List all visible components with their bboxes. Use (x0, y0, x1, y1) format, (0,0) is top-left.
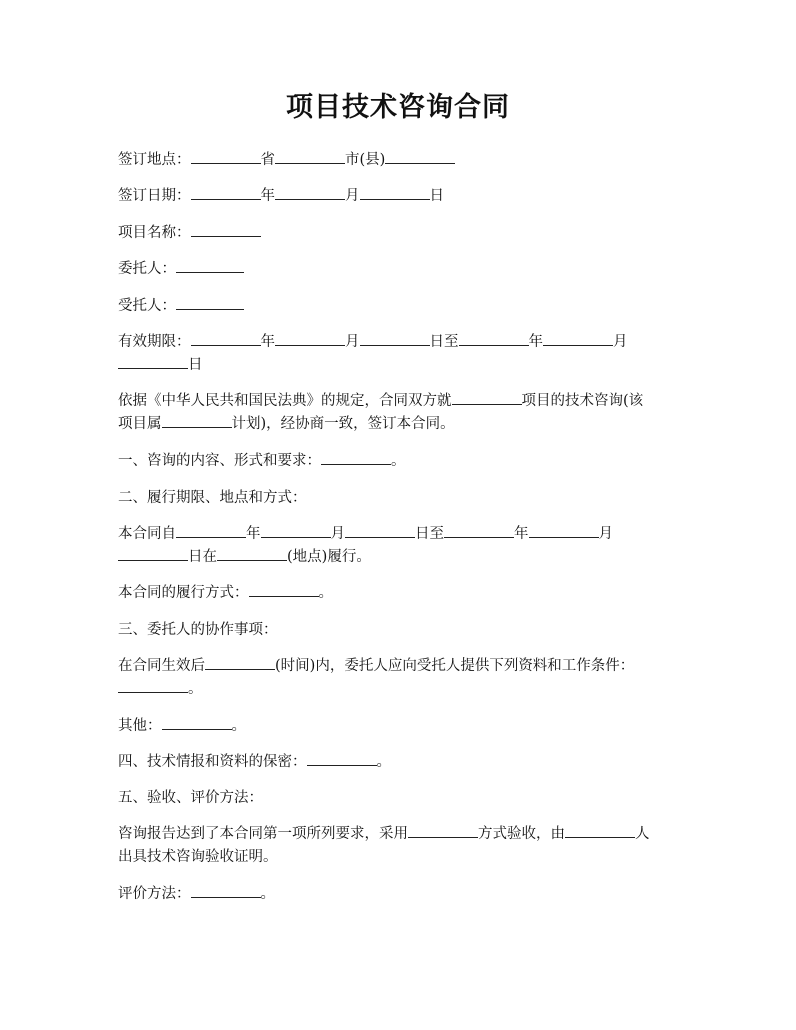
label-signing-date: 签订日期： (118, 188, 191, 204)
project-name-line (118, 221, 683, 245)
label-month: 月 (613, 334, 628, 350)
section-5-heading (118, 786, 683, 810)
blank-field (275, 149, 345, 164)
blank-field (385, 149, 455, 164)
blank-field (176, 523, 246, 538)
section-2-heading (118, 486, 683, 510)
blank-field (176, 295, 244, 310)
evaluation-method-line (118, 882, 683, 906)
performance-method-line (118, 581, 683, 605)
blank-field (321, 450, 391, 465)
acceptance-line-2 (118, 845, 683, 869)
blank-field (191, 222, 261, 237)
label-project-name: 项目名称： (118, 225, 191, 241)
blank-field (191, 149, 261, 164)
label-day: 日 (429, 188, 444, 204)
punctuation: 。 (231, 718, 246, 734)
validity-period-line (118, 330, 683, 354)
label-year: 年 (260, 188, 275, 204)
body-text: 方式验收，由 (478, 826, 565, 842)
punctuation: 。 (188, 681, 203, 697)
label-signing-place: 签订地点： (118, 152, 191, 168)
blank-field (118, 354, 188, 369)
basis-paragraph-line-2 (118, 412, 683, 436)
basis-text: 计划)，经协商一致，签订本合同。 (231, 416, 455, 432)
blank-field (217, 546, 287, 561)
basis-text: 项目的技术咨询(该 (521, 393, 644, 409)
cooperation-line-1 (118, 654, 683, 678)
label-year: 年 (528, 334, 543, 350)
blank-field (176, 258, 244, 273)
blank-field (307, 751, 377, 766)
client-line (118, 257, 683, 281)
label-month: 月 (345, 334, 360, 350)
blank-field (118, 678, 188, 693)
label-year: 年 (514, 526, 529, 542)
blank-field (360, 331, 430, 346)
basis-text: 项目属 (118, 416, 162, 432)
performance-period-line-1 (118, 522, 683, 546)
blank-field (191, 185, 261, 200)
label-day-to: 日至 (415, 526, 444, 542)
blank-field (275, 331, 345, 346)
label-month: 月 (598, 526, 613, 542)
punctuation: 。 (260, 886, 275, 902)
validity-period-line-2 (118, 353, 683, 377)
punctuation: 。 (391, 453, 406, 469)
section-heading: 四、技术情报和资料的保密： (118, 754, 307, 770)
section-heading: 五、验收、评价方法： (118, 790, 263, 806)
blank-field (261, 523, 331, 538)
blank-field (543, 331, 613, 346)
section-1-line (118, 449, 683, 473)
blank-field (162, 413, 232, 428)
blank-field (118, 546, 188, 561)
punctuation: 。 (318, 585, 333, 601)
other-line (118, 714, 683, 738)
performance-period-line-2 (118, 545, 683, 569)
blank-field (459, 331, 529, 346)
blank-field (249, 582, 319, 597)
label-client: 委托人： (118, 261, 176, 277)
label-consultant: 受托人： (118, 298, 176, 314)
label-month: 月 (330, 526, 345, 542)
label-city-county: 市(县) (345, 152, 386, 168)
body-text: 在合同生效后 (118, 658, 205, 674)
blank-field (408, 823, 478, 838)
section-3-heading (118, 618, 683, 642)
blank-field (191, 883, 261, 898)
body-text: (时间)内，委托人应向受托人提供下列资料和工作条件： (275, 658, 635, 674)
body-text: 其他： (118, 718, 162, 734)
section-heading: 三、委托人的协作事项： (118, 622, 278, 638)
body-text: 本合同自 (118, 526, 176, 542)
page-title: 项目技术咨询合同 (286, 92, 510, 123)
label-day-to: 日至 (429, 334, 459, 350)
body-text: 日在 (188, 549, 217, 565)
signing-place-line (118, 148, 683, 172)
blank-field (205, 655, 275, 670)
blank-field (345, 523, 415, 538)
consultant-line (118, 294, 683, 318)
blank-field (162, 715, 232, 730)
blank-field (444, 523, 514, 538)
punctuation: 。 (376, 754, 391, 770)
blank-field (191, 331, 261, 346)
blank-field (452, 390, 522, 405)
label-month: 月 (345, 188, 360, 204)
basis-paragraph-line-1 (118, 389, 683, 413)
body-text: 评价方法： (118, 886, 191, 902)
label-year: 年 (246, 526, 261, 542)
section-heading: 二、履行期限、地点和方式： (118, 490, 307, 506)
body-text: 出具技术咨询验收证明。 (118, 849, 278, 865)
label-province: 省 (260, 152, 275, 168)
section-heading: 一、咨询的内容、形式和要求： (118, 453, 321, 469)
body-text: (地点)履行。 (287, 549, 371, 565)
signing-date-line (118, 184, 683, 208)
body-text: 本合同的履行方式： (118, 585, 249, 601)
label-day: 日 (188, 357, 203, 373)
section-4-line (118, 750, 683, 774)
body-text: 人 (635, 826, 650, 842)
blank-field (360, 185, 430, 200)
basis-text: 依据《中华人民共和国民法典》的规定，合同双方就 (118, 393, 452, 409)
blank-field (565, 823, 635, 838)
body-text: 咨询报告达到了本合同第一项所列要求，采用 (118, 826, 408, 842)
label-year: 年 (260, 334, 275, 350)
label-validity: 有效期限： (118, 334, 191, 350)
blank-field (275, 185, 345, 200)
acceptance-line-1 (118, 822, 683, 846)
blank-field (529, 523, 599, 538)
cooperation-line-2 (118, 677, 683, 701)
